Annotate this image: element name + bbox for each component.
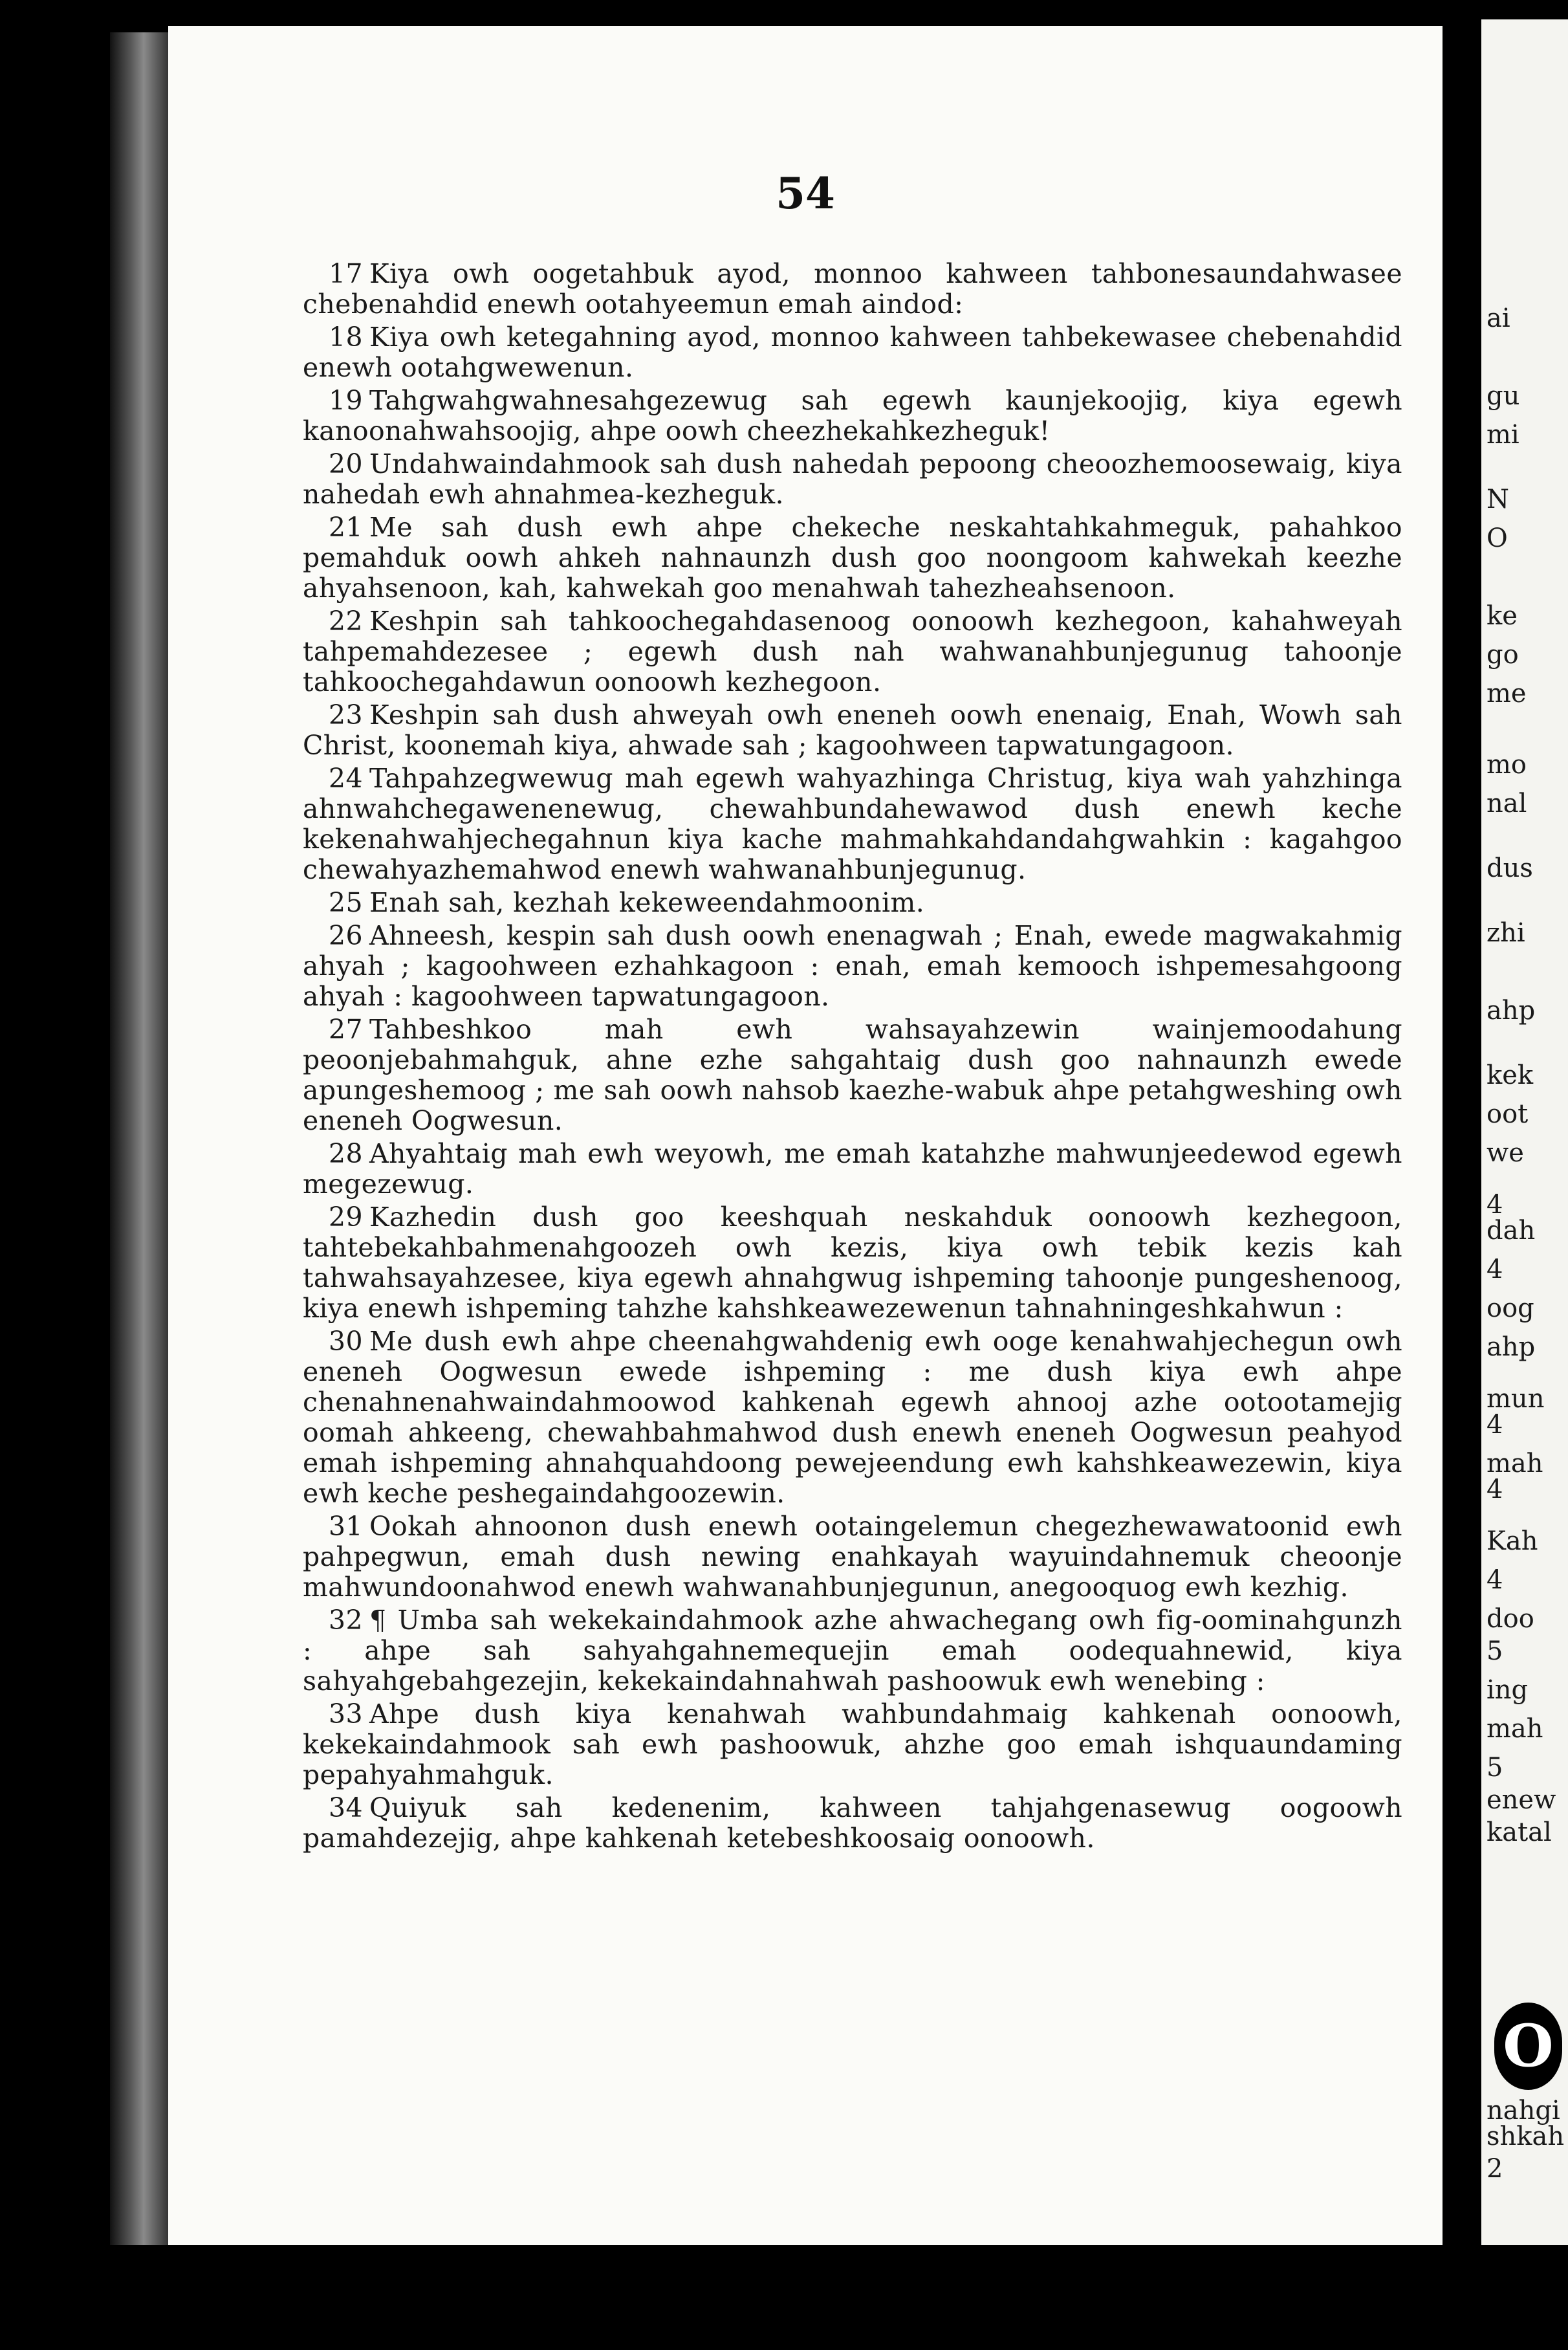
verse-25 [303, 888, 1402, 918]
verse-text: Quiyuk sah kedenenim, kahween tahjahgenasewug oogoowh pamahdezejig, ahpe kahkenah ketebeshkoosaig oonoowh. [303, 1792, 1402, 1854]
facing-page-fragment: N [1486, 485, 1509, 514]
verse-27 [303, 1015, 1402, 1136]
verse-number: 19 [329, 385, 363, 416]
verse-text: Keshpin sah tahkoochegahdasenoog oonoowh kezhegoon, kahahweyah tahpemahdezesee ; egewh dush nah wahwanahbunjegunug tahoonje tahkoochegahdawun oonoowh kezhegoon. [303, 606, 1402, 697]
facing-page-fragment: gu [1486, 381, 1520, 411]
left-book-page [168, 26, 1443, 2245]
facing-page-fragment: nahgi [1486, 2096, 1560, 2125]
verse-number: 28 [329, 1138, 363, 1169]
verse-29 [303, 1202, 1402, 1324]
facing-page-fragment: doo [1486, 1604, 1534, 1634]
facing-page-fragment: 4 [1486, 1475, 1503, 1504]
facing-page-dropcap: O [1494, 2003, 1562, 2090]
verse-number: 23 [329, 699, 363, 730]
verse-number: 30 [329, 1326, 363, 1357]
verse-number: 25 [329, 887, 363, 918]
facing-page-fragment: mo [1486, 750, 1527, 780]
facing-page-fragment: kek [1486, 1060, 1534, 1090]
facing-page-fragment: katal [1486, 1817, 1552, 1847]
facing-page-fragment: dah [1486, 1216, 1536, 1246]
verse-number: 32 [329, 1605, 363, 1636]
verse-list [303, 259, 1402, 1856]
verse-text: Ahneesh, kespin sah dush oowh enenagwah ; Enah, ewede magwakahmig ahyah ; kagoohween ezhahkagoon : enah, emah kemooch ishpemesahgoong ahyah : kagoohween tapwatungagoon. [303, 920, 1402, 1012]
verse-text: Tahpahzegwewug mah egewh wahyazhinga Christug, kiya wah yahzhinga ahnwahchegawenenewug, chewahbundahewawod dush enewh keche kekenahwahjechegahnun kiya kache mahmahkahdandahgwahkin : kagahgoo chewahyazhemahwod enewh wahwanahbunjegunug. [303, 763, 1402, 885]
facing-page-fragment: go [1486, 640, 1519, 670]
facing-page-fragment: mah [1486, 1449, 1543, 1478]
book-spine-gutter [110, 32, 171, 2245]
verse-text: Kiya owh oogetahbuk ayod, monnoo kahween tahbonesaundahwasee chebenahdid enewh ootahyeemun emah aindod: [303, 258, 1402, 320]
verse-text: ¶ Umba sah wekekaindahmook azhe ahwachegang owh fig-oominahgunzh : ahpe sah sahyahgahnemequejin emah oodequahnewid, kiya sahyahgebahgezejin, kekekaindahnahwah pashoowuk ewh wenebing : [303, 1605, 1402, 1697]
verse-26 [303, 921, 1402, 1012]
facing-page-fragment: enew [1486, 1785, 1556, 1815]
verse-number: 33 [329, 1698, 363, 1730]
verse-number: 20 [329, 448, 363, 479]
facing-page-fragment: me [1486, 679, 1527, 708]
verse-text: Me sah dush ewh ahpe chekeche neskahtahkahmeguk, pahahkoo pemahduk oowh ahkeh nahnaunzh dush goo noongoom kahwekah keezhe ahyahsenoon, kah, kahwekah goo menahwah tahezheahsenoon. [303, 512, 1402, 604]
facing-page-fragment: 5 [1486, 1753, 1503, 1783]
verse-33 [303, 1699, 1402, 1790]
facing-page-fragment: mun [1486, 1384, 1545, 1414]
facing-page-fragment: shkah [1486, 2122, 1565, 2151]
facing-page-fragment: oot [1486, 1099, 1529, 1129]
verse-number: 26 [329, 920, 363, 951]
verse-text: Tahgwahgwahnesahgezewug sah egewh kaunjekoojig, kiya egewh kanoonahwahsoojig, ahpe oowh cheezhekahkezheguk! [303, 385, 1402, 446]
facing-page-fragment: 2 [1486, 2154, 1503, 2184]
facing-page-fragment: 5 [1486, 1636, 1503, 1666]
facing-page-fragment: oog [1486, 1293, 1534, 1323]
facing-page-fragment: 4 [1486, 1565, 1503, 1595]
verse-18 [303, 322, 1402, 383]
verse-number: 22 [329, 606, 363, 637]
verse-number: 29 [329, 1202, 363, 1233]
facing-page-fragment: 4 [1486, 1190, 1503, 1220]
facing-page-fragment: zhi [1486, 918, 1525, 948]
verse-23 [303, 700, 1402, 761]
facing-page-fragment: ahp [1486, 1332, 1536, 1362]
verse-text: Ahpe dush kiya kenahwah wahbundahmaig kahkenah oonoowh, kekekaindahmook sah ewh pashoowuk, ahzhe goo emah ishquaundaming pepahyahmahguk. [303, 1698, 1402, 1790]
verse-number: 24 [329, 763, 363, 794]
verse-number: 21 [329, 512, 363, 543]
verse-text: Ahyahtaig mah ewh weyowh, me emah katahzhe mahwunjeedewod egewh megezewug. [303, 1138, 1402, 1200]
verse-text: Undahwaindahmook sah dush nahedah pepoong cheoozhemoosewaig, kiya nahedah ewh ahnahmea-kezheguk. [303, 448, 1402, 510]
verse-text: Tahbeshkoo mah ewh wahsayahzewin wainjemoodahung peoonjebahmahguk, ahne ezhe sahgahtaig dush goo nahnaunzh ewede apungeshemoog ; me sah oowh nahsob kaezhe-wabuk ahpe petahgweshing owh eneneh Oogwesun. [303, 1014, 1402, 1136]
verse-24 [303, 763, 1402, 885]
facing-page-fragment: mi [1486, 420, 1519, 450]
verse-text: Ookah ahnoonon dush enewh ootaingelemun chegezhewawatoonid ewh pahpegwun, emah dush newing enahkayah wayuindahnemuk cheoonje mahwundoonahwod enewh wahwanahbunjegunun, anegooquog ewh kezhig. [303, 1511, 1402, 1603]
facing-book-page-edge [1481, 19, 1568, 2245]
verse-22 [303, 606, 1402, 697]
facing-page-fragment: we [1486, 1138, 1524, 1168]
verse-20 [303, 449, 1402, 510]
verse-17 [303, 259, 1402, 320]
facing-page-fragment: ai [1486, 303, 1510, 333]
verse-19 [303, 386, 1402, 446]
page-number: 54 [776, 168, 835, 219]
verse-number: 34 [329, 1792, 363, 1823]
verse-text: Keshpin sah dush ahweyah owh eneneh oowh enenaig, Enah, Wowh sah Christ, koonemah kiya, ahwade sah ; kagoohween tapwatungagoon. [303, 699, 1402, 761]
verse-31 [303, 1511, 1402, 1603]
facing-page-fragment: nal [1486, 789, 1527, 818]
verse-30 [303, 1326, 1402, 1509]
verse-34 [303, 1793, 1402, 1854]
verse-28 [303, 1139, 1402, 1200]
facing-page-fragment: 4 [1486, 1410, 1503, 1440]
facing-page-fragment: dus [1486, 853, 1533, 883]
verse-text: Me dush ewh ahpe cheenahgwahdenig ewh ooge kenahwahjechegun owh eneneh Oogwesun ewede ishpeming : me dush kiya ewh ahpe chenahnenahwaindahmoowod kahkenah egewh ahnooj azhe ootootamejig oomah ahkeeng, chewahbahmahwod dush enewh eneneh Oogwesun peahyod emah ishpeming ahnahquahdoong pewejeendung ewh kahshkeawezewin, kiya ewh keche peshegaindahgoozewin. [303, 1326, 1402, 1509]
verse-text: Enah sah, kezhah kekeweendahmoonim. [369, 887, 925, 918]
verse-text: Kiya owh ketegahning ayod, monnoo kahween tahbekewasee chebenahdid enewh ootahgwewenun. [303, 322, 1402, 383]
facing-page-fragment: ing [1486, 1675, 1529, 1705]
verse-32 [303, 1605, 1402, 1697]
verse-text: Kazhedin dush goo keeshquah neskahduk oonoowh kezhegoon, tahtebekahbahmenahgoozeh owh kezis, kiya owh tebik kezis kah tahwahsayahzesee, kiya egewh ahnahgwug ishpeming tahoonje pungeshenoog, kiya enewh ishpeming tahzhe kahshkeawezewenun tahnahningeshkahwun : [303, 1202, 1402, 1324]
facing-page-fragment: 4 [1486, 1255, 1503, 1284]
verse-number: 31 [329, 1511, 363, 1542]
facing-page-fragment: ahp [1486, 996, 1536, 1026]
facing-page-fragment: ke [1486, 601, 1518, 631]
verse-number: 18 [329, 322, 363, 353]
facing-page-fragment: Kah [1486, 1526, 1538, 1556]
verse-21 [303, 512, 1402, 604]
verse-number: 27 [329, 1014, 363, 1045]
facing-page-fragment: mah [1486, 1714, 1543, 1744]
facing-page-fragment: O [1486, 523, 1508, 553]
verse-number: 17 [329, 258, 363, 289]
